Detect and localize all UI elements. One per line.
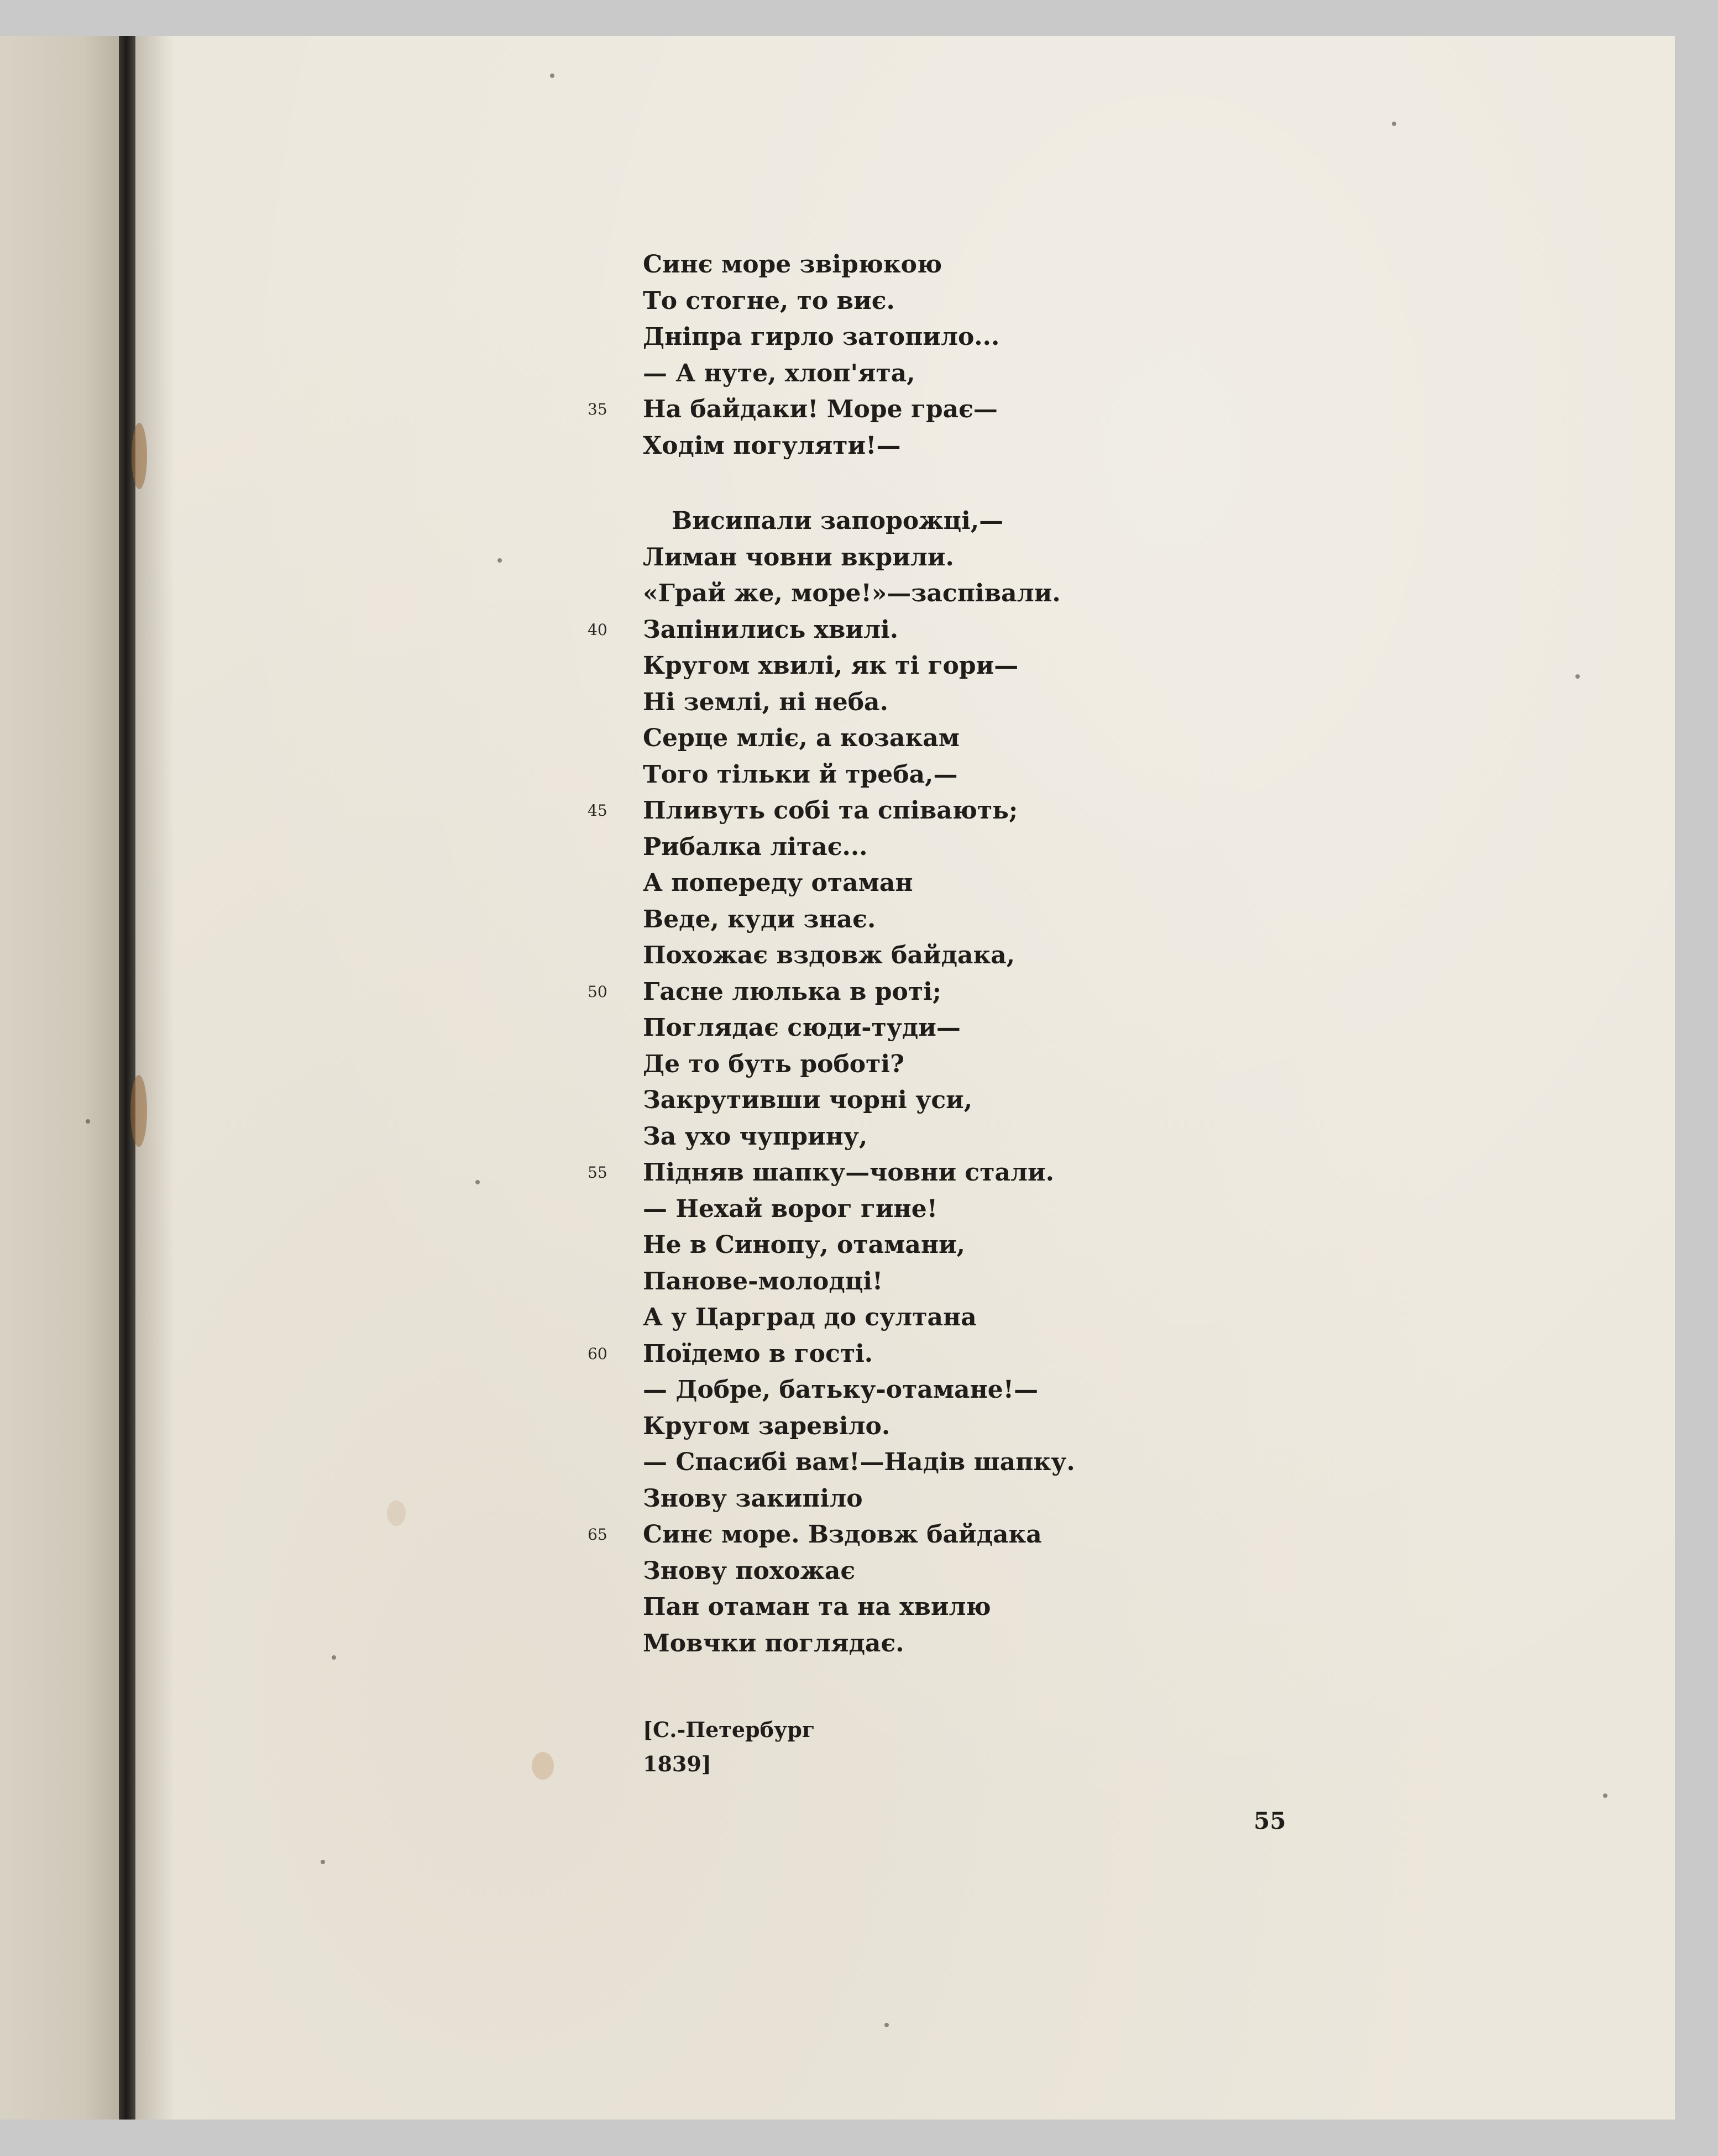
poem-line: Не в Синопу, отамани,: [643, 1231, 965, 1259]
stanza-2: [588, 503, 1075, 1661]
paper-speck: [884, 2023, 889, 2027]
paper-speck: [550, 74, 554, 78]
poem-line: 45 Пливуть собі та співають;: [643, 793, 1075, 829]
paper-speck: [1575, 674, 1580, 679]
line-number: 65: [588, 1525, 607, 1544]
foxing-stain: [532, 1752, 554, 1780]
poem-line: 55 Підняв шапку—човни стали.: [643, 1155, 1075, 1191]
paper-speck: [497, 558, 502, 563]
foxing-stain: [132, 423, 147, 489]
poem-line: — Нехай ворог гине!: [643, 1194, 938, 1223]
poem-line: 40 Запінились хвилі.: [643, 612, 1075, 648]
poem-line: То стогне, то виє.: [643, 286, 895, 315]
paper-speck: [332, 1655, 336, 1660]
line-number: 40: [588, 620, 607, 639]
poem-line: — Добре, батьку-отамане!—: [643, 1376, 1039, 1404]
facing-page-edge: [0, 36, 119, 2120]
poem-line: А у Царград до султана: [643, 1303, 977, 1331]
line-number: 45: [588, 801, 607, 820]
page-number: 55: [1254, 1807, 1286, 1834]
poem-line: Того тільки й треба,—: [643, 760, 958, 789]
poem-line: Ходім погуляти!—: [643, 431, 901, 460]
poem-text: [588, 246, 1075, 1661]
poem-line: Мовчки поглядає.: [643, 1629, 904, 1657]
poem-line: Знову похожає: [643, 1556, 856, 1585]
poem-line: За ухо чуприну,: [643, 1122, 868, 1151]
paper-speck: [475, 1180, 480, 1184]
line-number: 50: [588, 982, 607, 1001]
line-number: 35: [588, 400, 607, 418]
stanza-1: [588, 246, 1075, 464]
poem-line: — А нуте, хлоп'ята,: [643, 359, 915, 387]
line-number: 60: [588, 1344, 607, 1363]
foxing-stain: [387, 1501, 406, 1526]
poem-line: — Спасибі вам!—Надів шапку.: [643, 1448, 1075, 1476]
poem-line: Кругом хвилі, як ті гори—: [643, 652, 1019, 680]
date-place-note: [643, 1713, 815, 1781]
dateline-year: 1839]: [643, 1751, 711, 1776]
dateline-place: [С.-Петербург: [643, 1717, 815, 1742]
foxing-stain: [130, 1075, 147, 1147]
poem-line: «Грай же, море!»—заспівали.: [643, 579, 1061, 607]
paper-speck: [321, 1860, 325, 1864]
poem-line: Де то буть роботі?: [643, 1050, 904, 1078]
poem-line: Закрутивши чорні уси,: [643, 1086, 973, 1114]
poem-line: А попереду отаман: [643, 869, 913, 897]
book-spine: [119, 36, 135, 2120]
poem-line: Рибалка літає...: [643, 832, 868, 861]
paper-speck: [86, 1119, 90, 1124]
poem-line: Дніпра гирло затопило...: [643, 323, 1000, 351]
stanza-break: [643, 464, 1075, 503]
paper-speck: [1392, 122, 1396, 126]
paper-speck: [1603, 1793, 1607, 1798]
poem-line: Пан отаман та на хвилю: [643, 1593, 991, 1621]
poem-line: 50 Гасне люлька в роті;: [643, 974, 1075, 1010]
poem-line: Ні землі, ні неба.: [643, 688, 888, 716]
poem-line: Панове-молодці!: [643, 1267, 883, 1295]
poem-line: Висипали запорожці,—: [672, 507, 1004, 535]
poem-line: 65 Синє море. Вздовж байдака: [643, 1517, 1075, 1553]
poem-line: 35 На байдаки! Море грає—: [643, 391, 1075, 428]
poem-line: Серце мліє, а козакам: [643, 724, 960, 752]
poem-line: Поглядає сюди-туди—: [643, 1014, 961, 1042]
poem-line: Синє море звірюкою: [643, 250, 942, 279]
poem-line: 60 Поїдемо в гості.: [643, 1336, 1075, 1372]
line-number: 55: [588, 1163, 607, 1182]
poem-line: Лиман човни вкрили.: [643, 543, 954, 571]
poem-line: Знову закипіло: [643, 1484, 863, 1513]
poem-line: Похожає вздовж байдака,: [643, 941, 1015, 969]
poem-line: Веде, куди знає.: [643, 905, 876, 933]
poem-line: Кругом заревіло.: [643, 1412, 891, 1440]
